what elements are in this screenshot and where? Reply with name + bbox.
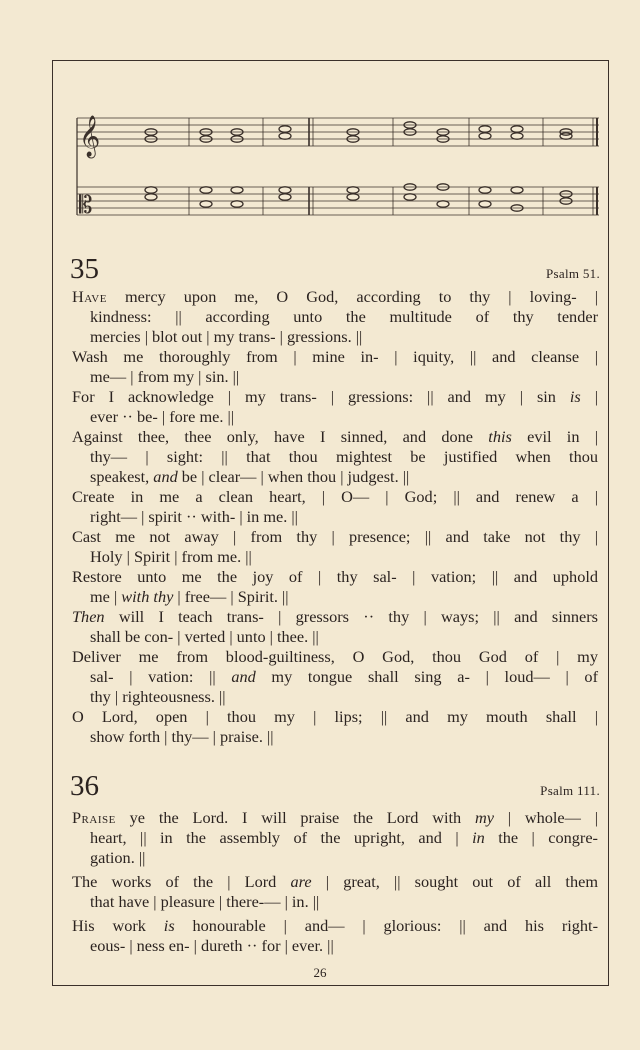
drop-word: Praise xyxy=(72,808,116,827)
verse-line: eous- | ness en- | dureth ·· for | ever. || xyxy=(90,936,334,955)
psalm-reference: Psalm 111. xyxy=(540,783,600,798)
verse xyxy=(72,916,598,956)
psalm-35-text xyxy=(72,287,598,747)
verse xyxy=(72,872,598,912)
verse-line: The works of the | Lord are | great, || sought out of all them xyxy=(72,872,598,891)
verse-line: O Lord, open | thou my | lips; || and my mouth shall | xyxy=(72,707,598,726)
verse xyxy=(72,527,598,567)
verse-line: heart, || in the assembly of the upright, and | in the | congre- xyxy=(90,828,598,847)
verse-line: show forth | thy— | praise. || xyxy=(90,727,274,746)
verse-line: Restore unto me the joy of | thy sal- | vation; || and uphold xyxy=(72,567,598,586)
verse xyxy=(72,707,598,747)
verse xyxy=(72,487,598,527)
psalm-number: 35 xyxy=(70,253,99,285)
verse xyxy=(72,808,598,868)
verse-line: shall be con- | verted | unto | thee. || xyxy=(90,627,319,646)
verse xyxy=(72,427,598,487)
verse-line: Praise ye the Lord. I will praise the Lord with my | whole— | xyxy=(72,808,598,827)
verse-line: me | with thy | free— | Spirit. || xyxy=(90,587,289,606)
treble-clef-icon: 𝄞 xyxy=(79,116,101,156)
verse xyxy=(72,647,598,707)
verse-line: Wash me thoroughly from | mine in- | iquity, || and cleanse | xyxy=(72,347,598,366)
verse xyxy=(72,607,598,647)
verse-line: Have mercy upon me, O God, according to thy | loving- | xyxy=(72,287,598,306)
verse-line: me— | from my | sin. || xyxy=(90,367,240,386)
verse-line: kindness: || according unto the multitude of thy tender xyxy=(90,307,598,326)
verse xyxy=(72,287,598,347)
verse xyxy=(72,387,598,427)
psalm-number: 36 xyxy=(70,770,99,802)
verse-line: speakest, and be | clear— | when thou | judgest. || xyxy=(90,467,410,486)
verse-line: Create in me a clean heart, | O— | God; || and renew a | xyxy=(72,487,598,506)
verse-line: ever ·· be- | fore me. || xyxy=(90,407,235,426)
tenor-clef-icon: 𝄡 xyxy=(79,193,93,219)
psalm-36-text xyxy=(72,808,598,956)
psalm-reference: Psalm 51. xyxy=(546,266,600,281)
verse-line: right— | spirit ·· with- | in me. || xyxy=(90,507,298,526)
verse-line: Against thee, thee only, have I sinned, and done this evil in | xyxy=(72,427,598,446)
verse-line: sal- | vation: || and my tongue shall sing a- | loud— | of xyxy=(90,667,598,686)
verse-line: Then will I teach trans- | gressors ·· thy | ways; || and sinners xyxy=(72,607,598,626)
page-number: 26 xyxy=(313,965,327,980)
verse xyxy=(72,347,598,387)
verse-line: Deliver me from blood-guiltiness, O God, thou God of | my xyxy=(72,647,598,666)
verse-line: Cast me not away | from thy | presence; || and take not thy | xyxy=(72,527,598,546)
verse-line: thy | righteousness. || xyxy=(90,687,226,706)
drop-word: Have xyxy=(72,287,107,306)
verse-line: that have | pleasure | there-— | in. || xyxy=(90,892,320,911)
verse-line: For I acknowledge | my trans- | gressions: || and my | sin is | xyxy=(72,387,598,406)
verse xyxy=(72,567,598,607)
verse-line: gation. || xyxy=(90,848,146,867)
verse-line: Holy | Spirit | from me. || xyxy=(90,547,252,566)
verse-line: thy— | sight: || that thou mightest be justified when thou xyxy=(90,447,598,466)
verse-line: His work is honourable | and— | glorious: || and his right- xyxy=(72,916,598,935)
verse-line: mercies | blot out | my trans- | gressions. || xyxy=(90,327,363,346)
chant-score xyxy=(73,112,603,222)
